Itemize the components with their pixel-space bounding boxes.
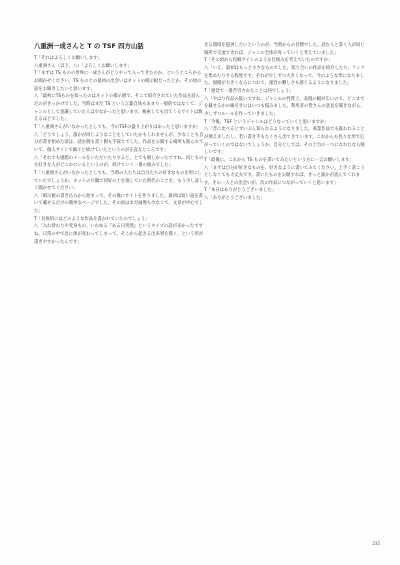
paragraph: T「具体的にはどのような作品を書かれていたのでしょう」	[34, 216, 150, 222]
page-number: 235	[372, 541, 380, 546]
paragraph: 八「掲示板の書き込みから始まって、その後にサイトを作りました。最初は短い話を書いて載せるだけの簡単なページでした。その頃はまだ画像も少なくて、文章が中心でした」	[34, 193, 204, 215]
paragraph: T「まずは TS ものの世界に一成さんがどうやって入ってきたのか、というところからお聞かせください。TS ものとの最初の出会いはネットの掲示板だったとか、その頃の話をお聞きしたいと思います」	[34, 71, 202, 92]
paragraph: 八「最初にTSものを知ったのはネットの掲示板で、そこで紹介されていた作品を読んだのがきっかけでした。当時はまだ TS という言葉自体もあまり一般的ではなくて、ジャンルとして意識していた人は少なかったと思います。検索しても出てくるサイトは数えるほどでした」	[34, 94, 203, 123]
article-title: 八重洲一成さんと T の TSF 四方山話	[34, 42, 144, 50]
paragraph: 八「それでも感想のメールをいただいたりすると、とても嬉しかったですね。同じものを好きな人がどこかにいるというのが、続けていく一番の励みでした」	[34, 155, 204, 169]
paragraph: 八「まずは自分が好きなものを、好きなように書いてみてください。上手く書こうとしなくても大丈夫です。書いたものを公開すれば、きっと誰かが読んでくれます。その一人との出会いが、次の作品につながっていくと思います」	[204, 165, 365, 186]
paragraph: 八「いえ、最初はもっと小さなものでした。知り合いの作品を紹介したり、リンクを集めたりする程度です。それが少しずつ大きくなって、今のような形になりました。規模が大きくなるにつれて、運営の難しさも感じるようになりました」	[204, 65, 365, 87]
left-column	[34, 55, 204, 246]
right-column	[204, 42, 366, 203]
paragraph: T「最後に、これから TS ものを書いてみたいという方に一言お願いします」	[204, 157, 354, 163]
paragraph: T「運営で一番苦労されたことは何でしょう」	[204, 88, 294, 94]
paragraph: 八「やはり作品の扱いですね。ジャンルの性質上、表現の幅が広いので、どこまでを載せるかの線引きにはいつも悩みました。利用者の皆さんの意見を聞きながら、少しずつルールを作っていきました」	[204, 96, 365, 117]
paragraph: T「八重洲さんがいなかったとしても、当時の人たちは自分たちの好きなものを形にしていたでしょうか。ネットの片隅で同好の士を探していた時代のことを、もう少し詳しく聞かせてください」	[34, 170, 204, 192]
paragraph: T「それはよろしくお願いします」	[34, 56, 102, 61]
paragraph: T「その頃から投稿サイトのような仕組みを考えていたのですか」	[204, 58, 333, 64]
paragraph: 八「ありがとうございました」	[204, 196, 265, 202]
paragraph: T「八重洲さんがいなかったとしても、今のTSFの盛り上がりはあったと思いますか」	[34, 124, 201, 130]
paragraph: 八「どうでしょう。誰かが同じようなことをしていたかもしれませんが、少なくとも自分が書き始めた頃は、読む側も書く側も手探りでした。作品を公開する場所も限られていて、個人サイトで細々と続けていたというのが正直なところです」	[34, 132, 204, 153]
paragraph: 八「入れ替わりや変身もの、いわゆる『ある日突然』というタイプの話が多かったですね。日常の中で急に体が変わってしまって、そこから起きる出来事を描く、という形が書きやすかったんです」	[34, 224, 204, 245]
paragraph: 八「昔に比べるとずいぶん知られるようになりました。商業作品でも扱われることが増えましたし、若い書き手もたくさん出てきています。これからも色々な形で広がっていくのではないでしょうか。自分としては、その土台の一つになれたなら嬉しいです」	[204, 127, 365, 156]
paragraph: T「本日はありがとうございました」	[204, 188, 277, 194]
paragraph: 八重洲さん（以下、八）「よろしくお願いします」	[34, 63, 132, 69]
paragraph: きる環境を提供したいというのが、当時からの目標でした。読む人と書く人が同じ場所で交流できれば、ジャンル全体が育っていくと考えていました」	[204, 43, 365, 56]
paragraph: T「今後、TSF というジャンルはどうなっていくと思いますか」	[204, 119, 329, 125]
